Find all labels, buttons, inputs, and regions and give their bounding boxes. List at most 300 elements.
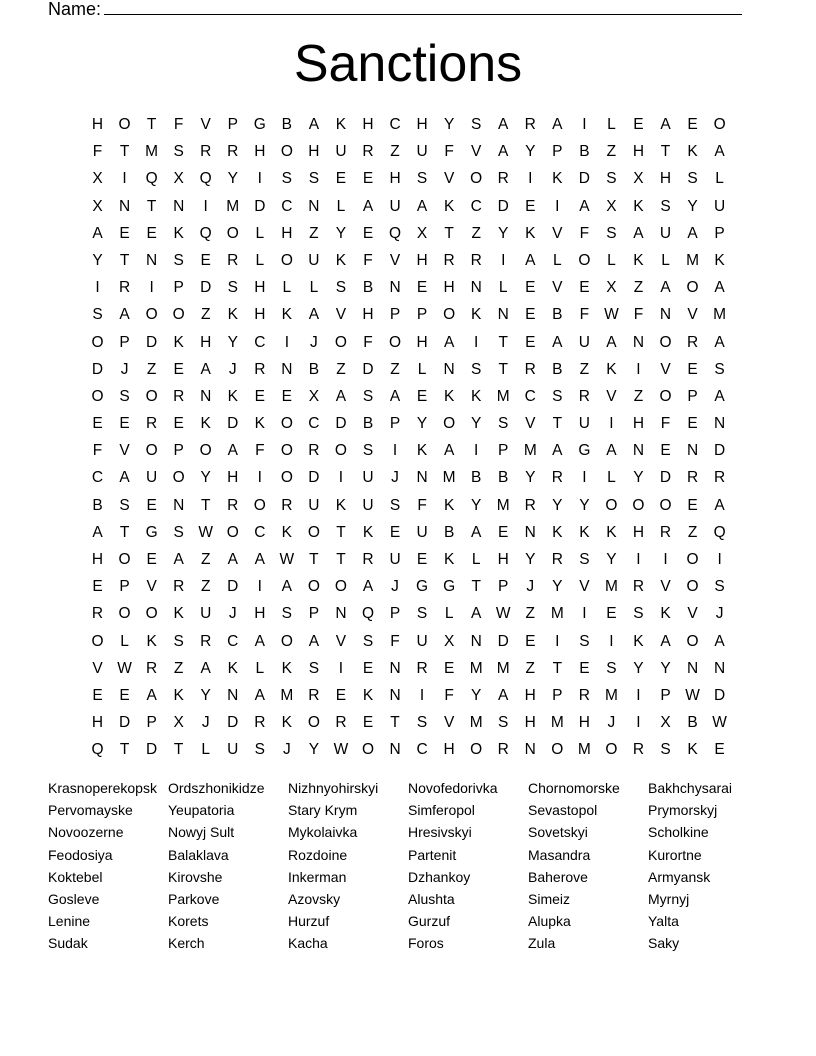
grid-letter: R bbox=[308, 686, 320, 704]
grid-letter: S bbox=[687, 170, 698, 188]
grid-letter: X bbox=[443, 632, 455, 650]
grid-letter: L bbox=[444, 605, 454, 623]
grid-letter: L bbox=[201, 741, 211, 759]
grid-letter: S bbox=[362, 442, 374, 460]
grid-letter: E bbox=[146, 496, 157, 514]
grid-letter: J bbox=[526, 578, 535, 596]
grid-letter: N bbox=[173, 197, 185, 215]
grid-letter: O bbox=[307, 523, 320, 541]
grid-letter: R bbox=[281, 496, 293, 514]
grid-letter: O bbox=[91, 632, 104, 650]
grid-letter: V bbox=[687, 306, 698, 324]
grid-letter: H bbox=[227, 469, 239, 487]
word-list-row bbox=[48, 934, 768, 956]
grid-letter: B bbox=[362, 279, 374, 297]
grid-letter: K bbox=[714, 251, 725, 269]
grid-letter: S bbox=[416, 714, 428, 732]
grid-row bbox=[84, 521, 733, 548]
grid-letter: V bbox=[146, 578, 157, 596]
word-item: Novofedorivka bbox=[408, 780, 498, 796]
grid-letter: D bbox=[118, 714, 131, 732]
grid-letter: A bbox=[254, 686, 265, 704]
grid-letter: N bbox=[227, 686, 239, 704]
word-item: Kirovshe bbox=[168, 868, 223, 885]
grid-letter: A bbox=[471, 605, 482, 623]
grid-letter: Y bbox=[687, 197, 698, 215]
grid-letter: E bbox=[416, 387, 428, 405]
grid-letter: L bbox=[607, 116, 616, 133]
grid-letter: V bbox=[443, 714, 455, 732]
grid-letter: R bbox=[254, 360, 266, 378]
grid-letter: K bbox=[281, 659, 293, 677]
grid-row bbox=[84, 385, 733, 412]
grid-letter: K bbox=[687, 741, 698, 759]
grid-letter: Z bbox=[146, 360, 157, 378]
grid-letter: E bbox=[633, 116, 644, 133]
grid-letter: S bbox=[389, 496, 401, 514]
word-item: Parkove bbox=[168, 890, 220, 907]
grid-letter: E bbox=[687, 415, 698, 433]
grid-letter: S bbox=[254, 741, 265, 759]
grid-letter: Q bbox=[361, 605, 375, 623]
grid-letter: A bbox=[200, 360, 211, 378]
grid-letter: Z bbox=[390, 360, 400, 378]
grid-letter: M bbox=[280, 686, 294, 704]
grid-letter: W bbox=[685, 686, 700, 704]
grid-letter: T bbox=[336, 551, 346, 568]
grid-letter: U bbox=[335, 143, 347, 161]
grid-letter: I bbox=[582, 469, 587, 487]
grid-letter: H bbox=[497, 551, 509, 568]
grid-letter: M bbox=[550, 605, 564, 623]
grid-letter: O bbox=[443, 306, 456, 324]
grid-letter: L bbox=[255, 659, 265, 677]
grid-letter: S bbox=[173, 632, 184, 650]
word-item: Koktebel bbox=[48, 868, 103, 885]
grid-letter: K bbox=[633, 632, 644, 650]
grid-letter: T bbox=[552, 415, 563, 433]
grid-letter: B bbox=[471, 469, 482, 487]
grid-letter: T bbox=[660, 143, 671, 161]
grid-letter: E bbox=[389, 523, 401, 541]
grid-letter: Z bbox=[471, 224, 481, 242]
grid-letter: S bbox=[606, 224, 617, 242]
grid-letter: K bbox=[173, 605, 184, 623]
grid-letter: L bbox=[255, 251, 265, 269]
grid-letter: D bbox=[227, 714, 239, 732]
grid-letter: U bbox=[308, 496, 320, 514]
grid-letter: V bbox=[660, 360, 671, 378]
grid-letter: S bbox=[335, 279, 347, 297]
grid-letter: L bbox=[607, 251, 616, 269]
grid-letter: L bbox=[715, 170, 724, 188]
grid-letter: K bbox=[173, 224, 184, 242]
grid-letter: Y bbox=[525, 143, 536, 161]
grid-letter: I bbox=[609, 632, 614, 650]
grid-letter: S bbox=[92, 306, 103, 324]
grid-letter: A bbox=[173, 551, 184, 568]
word-item: Stary Krym bbox=[288, 802, 358, 819]
grid-letter: E bbox=[362, 224, 374, 242]
grid-letter: J bbox=[120, 360, 129, 378]
grid-letter: E bbox=[92, 415, 103, 433]
grid-row bbox=[84, 249, 733, 276]
grid-letter: P bbox=[173, 442, 184, 460]
grid-letter: X bbox=[660, 714, 671, 732]
grid-letter: W bbox=[712, 714, 727, 732]
grid-letter: E bbox=[146, 551, 157, 568]
grid-letter: E bbox=[687, 360, 698, 378]
grid-letter: F bbox=[173, 116, 184, 133]
grid-letter: N bbox=[632, 442, 645, 460]
grid-row bbox=[84, 657, 733, 684]
grid-letter: H bbox=[200, 333, 212, 351]
grid-letter: U bbox=[227, 741, 239, 759]
grid-letter: L bbox=[498, 279, 508, 297]
grid-letter: P bbox=[389, 605, 401, 623]
grid-letter: P bbox=[119, 578, 130, 596]
grid-letter: H bbox=[416, 116, 428, 133]
grid-letter: Z bbox=[309, 224, 319, 242]
grid-letter: B bbox=[579, 143, 590, 161]
grid-letter: X bbox=[173, 714, 184, 732]
grid-letter: J bbox=[391, 578, 399, 596]
grid-letter: H bbox=[254, 143, 266, 161]
grid-letter: B bbox=[308, 360, 320, 378]
grid-letter: S bbox=[362, 387, 374, 405]
grid-letter: K bbox=[362, 686, 374, 704]
grid-letter: Z bbox=[525, 659, 535, 677]
word-list-row bbox=[48, 912, 768, 934]
word-item: Zula bbox=[528, 935, 556, 952]
grid-row bbox=[84, 548, 733, 575]
grid-letter: R bbox=[227, 496, 239, 514]
grid-letter: R bbox=[497, 741, 509, 759]
grid-letter: A bbox=[281, 578, 293, 596]
grid-letter: E bbox=[362, 170, 374, 188]
word-item: Gosleve bbox=[48, 890, 100, 907]
grid-letter: V bbox=[552, 279, 563, 297]
word-item: Hresivskyi bbox=[408, 824, 472, 841]
grid-letter: M bbox=[469, 659, 483, 677]
grid-letter: K bbox=[606, 360, 617, 378]
grid-letter: T bbox=[444, 224, 454, 242]
grid-letter: H bbox=[281, 224, 293, 242]
grid-letter: J bbox=[607, 714, 616, 732]
grid-letter: T bbox=[173, 741, 184, 759]
grid-letter: N bbox=[714, 659, 726, 677]
grid-letter: H bbox=[362, 306, 374, 324]
grid-letter: H bbox=[632, 415, 645, 433]
grid-letter: L bbox=[255, 224, 265, 242]
grid-letter: H bbox=[254, 605, 266, 623]
grid-letter: S bbox=[362, 632, 374, 650]
grid-letter: S bbox=[281, 605, 293, 623]
grid-letter: O bbox=[686, 551, 699, 568]
grid-letter: K bbox=[200, 415, 211, 433]
grid-letter: V bbox=[335, 306, 347, 324]
grid-letter: V bbox=[335, 632, 347, 650]
grid-letter: K bbox=[335, 496, 347, 514]
grid-letter: S bbox=[119, 496, 130, 514]
grid-letter: O bbox=[280, 143, 293, 161]
grid-letter: N bbox=[173, 496, 185, 514]
grid-letter: Q bbox=[713, 523, 726, 541]
grid-letter: O bbox=[659, 387, 672, 405]
grid-letter: H bbox=[254, 306, 266, 324]
grid-letter: I bbox=[149, 279, 154, 297]
grid-letter: D bbox=[362, 360, 374, 378]
word-item: Bakhchysarai bbox=[648, 780, 733, 796]
grid-letter: J bbox=[391, 469, 399, 487]
grid-letter: I bbox=[419, 686, 425, 704]
grid-letter: O bbox=[605, 741, 618, 759]
word-item: Myrnyj bbox=[648, 890, 690, 907]
grid-letter: F bbox=[363, 333, 373, 351]
grid-letter: I bbox=[663, 551, 668, 568]
grid-letter: O bbox=[118, 116, 131, 133]
grid-letter: O bbox=[91, 387, 104, 405]
grid-letter: D bbox=[659, 469, 672, 487]
word-item: Dzhankoy bbox=[408, 868, 471, 885]
grid-letter: R bbox=[173, 387, 185, 405]
grid-letter: E bbox=[579, 279, 590, 297]
grid-letter: K bbox=[687, 143, 698, 161]
grid-letter: P bbox=[498, 578, 509, 596]
grid-letter: Y bbox=[552, 496, 563, 514]
word-item: Ordszhonikidze bbox=[168, 780, 265, 796]
grid-letter: R bbox=[335, 714, 347, 732]
grid-letter: X bbox=[173, 170, 184, 188]
grid-letter: V bbox=[200, 116, 211, 133]
page-title: Sanctions bbox=[293, 35, 523, 93]
grid-letter: E bbox=[335, 686, 347, 704]
grid-letter: Y bbox=[335, 224, 347, 242]
word-list-row bbox=[48, 890, 768, 912]
grid-letter: R bbox=[497, 170, 509, 188]
grid-letter: N bbox=[281, 360, 293, 378]
grid-letter: A bbox=[308, 632, 320, 650]
grid-letter: O bbox=[470, 741, 483, 759]
word-list-row bbox=[48, 779, 768, 801]
grid-letter: O bbox=[280, 415, 293, 433]
grid-row bbox=[84, 303, 733, 330]
word-list-row bbox=[48, 846, 768, 868]
grid-letter: H bbox=[659, 170, 672, 188]
grid-letter: L bbox=[417, 360, 427, 378]
grid-letter: I bbox=[636, 714, 641, 732]
grid-letter: A bbox=[362, 578, 374, 596]
grid-letter: E bbox=[660, 442, 671, 460]
grid-letter: I bbox=[474, 442, 479, 460]
grid-letter: C bbox=[524, 387, 536, 405]
grid-letter: M bbox=[604, 578, 618, 596]
grid-letter: I bbox=[555, 632, 560, 650]
grid-letter: O bbox=[91, 333, 104, 351]
word-list bbox=[48, 779, 768, 957]
grid-letter: S bbox=[714, 360, 725, 378]
grid-letter: U bbox=[200, 605, 212, 623]
grid-letter: Q bbox=[91, 741, 104, 759]
grid-letter: V bbox=[552, 224, 563, 242]
grid-letter: M bbox=[577, 741, 591, 759]
grid-letter: N bbox=[470, 632, 482, 650]
grid-letter: E bbox=[335, 170, 347, 188]
grid-letter: R bbox=[91, 605, 104, 623]
grid-letter: K bbox=[173, 333, 184, 351]
grid-letter: Y bbox=[525, 551, 536, 568]
grid-letter: N bbox=[308, 197, 320, 215]
grid-letter: Y bbox=[200, 469, 211, 487]
grid-letter: H bbox=[91, 116, 104, 133]
grid-letter: R bbox=[578, 387, 590, 405]
word-item: Kurortne bbox=[648, 846, 702, 863]
grid-letter: A bbox=[308, 116, 320, 133]
grid-letter: L bbox=[336, 197, 346, 215]
grid-letter: N bbox=[389, 279, 401, 297]
grid-letter: E bbox=[687, 116, 698, 133]
grid-letter: I bbox=[257, 170, 262, 188]
grid-letter: S bbox=[552, 387, 563, 405]
grid-letter: D bbox=[578, 170, 590, 188]
grid-letter: N bbox=[118, 197, 131, 215]
grid-letter: S bbox=[173, 143, 184, 161]
grid-letter: K bbox=[552, 170, 563, 188]
grid-letter: S bbox=[606, 170, 617, 188]
grid-letter: N bbox=[470, 279, 482, 297]
grid-letter: K bbox=[443, 496, 455, 514]
grid-letter: A bbox=[227, 551, 238, 568]
grid-letter: H bbox=[254, 279, 266, 297]
grid-letter: I bbox=[392, 442, 398, 460]
grid-letter: R bbox=[227, 143, 239, 161]
grid-letter: D bbox=[254, 197, 266, 215]
word-item: Novoozerne bbox=[48, 824, 124, 841]
grid-letter: O bbox=[226, 224, 239, 242]
grid-letter: S bbox=[498, 714, 509, 732]
grid-row bbox=[84, 738, 733, 765]
grid-letter: O bbox=[118, 551, 131, 568]
grid-letter: R bbox=[524, 496, 536, 514]
grid-letter: T bbox=[119, 143, 130, 161]
grid-letter: K bbox=[633, 251, 644, 269]
grid-letter: B bbox=[498, 469, 509, 487]
grid-letter: P bbox=[498, 442, 509, 460]
grid-letter: F bbox=[579, 306, 590, 324]
grid-letter: U bbox=[714, 197, 726, 215]
grid-letter: Y bbox=[443, 116, 455, 133]
grid-letter: K bbox=[146, 632, 157, 650]
grid-letter: H bbox=[416, 333, 428, 351]
grid-letter: N bbox=[686, 442, 699, 460]
grid-letter: A bbox=[389, 387, 401, 405]
word-item: Yeupatoria bbox=[168, 802, 235, 819]
grid-letter: Y bbox=[227, 170, 238, 188]
grid-letter: H bbox=[578, 714, 590, 732]
grid-letter: S bbox=[173, 523, 184, 541]
grid-letter: J bbox=[715, 605, 724, 623]
grid-letter: C bbox=[91, 469, 104, 487]
word-item: Nizhnyohirskyi bbox=[288, 780, 379, 796]
grid-letter: V bbox=[443, 170, 455, 188]
grid-row bbox=[84, 494, 733, 521]
grid-letter: N bbox=[389, 686, 401, 704]
grid-letter: R bbox=[443, 251, 455, 269]
grid-letter: Y bbox=[471, 496, 482, 514]
grid-letter: T bbox=[146, 116, 157, 133]
grid-letter: A bbox=[660, 632, 671, 650]
grid-row bbox=[84, 439, 733, 466]
grid-letter: K bbox=[552, 523, 563, 541]
grid-letter: N bbox=[524, 741, 536, 759]
grid-letter: M bbox=[686, 251, 700, 269]
word-item: Simeiz bbox=[528, 890, 571, 907]
word-item: Feodosiya bbox=[48, 846, 113, 863]
grid-letter: S bbox=[308, 659, 320, 677]
grid-letter: Z bbox=[606, 143, 617, 161]
word-item: Balaklava bbox=[168, 846, 229, 863]
grid-letter: O bbox=[145, 306, 158, 324]
grid-letter: K bbox=[660, 605, 671, 623]
grid-letter: N bbox=[632, 333, 645, 351]
grid-letter: Y bbox=[525, 469, 536, 487]
grid-letter: L bbox=[309, 279, 319, 297]
grid-letter: D bbox=[200, 279, 212, 297]
grid-letter: O bbox=[172, 469, 185, 487]
grid-letter: Y bbox=[471, 686, 482, 704]
grid-letter: U bbox=[146, 469, 158, 487]
grid-letter: O bbox=[334, 442, 347, 460]
grid-letter: Q bbox=[389, 224, 402, 242]
grid-letter: E bbox=[714, 741, 725, 759]
grid-row bbox=[84, 140, 733, 167]
grid-letter: S bbox=[579, 632, 590, 650]
grid-letter: C bbox=[416, 741, 428, 759]
grid-letter: P bbox=[552, 686, 563, 704]
grid-letter: P bbox=[416, 306, 428, 324]
word-item: Yalta bbox=[648, 913, 679, 930]
grid-letter: M bbox=[496, 387, 510, 405]
grid-letter: K bbox=[227, 306, 238, 324]
grid-letter: S bbox=[498, 415, 509, 433]
grid-letter: D bbox=[335, 415, 347, 433]
grid-letter: U bbox=[416, 143, 428, 161]
grid-letter: B bbox=[281, 116, 293, 133]
grid-letter: E bbox=[146, 224, 157, 242]
word-item: Sudak bbox=[48, 935, 88, 952]
grid-letter: Z bbox=[390, 143, 400, 161]
grid-letter: S bbox=[633, 605, 644, 623]
grid-letter: R bbox=[470, 251, 482, 269]
grid-letter: O bbox=[280, 251, 293, 269]
grid-letter: M bbox=[145, 143, 159, 161]
grid-letter: I bbox=[582, 116, 587, 133]
grid-letter: A bbox=[498, 116, 509, 133]
grid-letter: O bbox=[686, 578, 699, 596]
grid-letter: T bbox=[309, 551, 319, 568]
grid-letter: P bbox=[227, 116, 238, 133]
grid-letter: R bbox=[362, 143, 374, 161]
grid-letter: D bbox=[497, 197, 509, 215]
grid-letter: A bbox=[525, 251, 536, 269]
grid-letter: D bbox=[91, 360, 104, 378]
word-item: Partenit bbox=[408, 846, 457, 863]
grid-letter: R bbox=[551, 551, 563, 568]
grid-row bbox=[84, 222, 733, 249]
grid-letter: I bbox=[609, 415, 614, 433]
grid-letter: O bbox=[334, 578, 347, 596]
grid-letter: N bbox=[686, 659, 699, 677]
